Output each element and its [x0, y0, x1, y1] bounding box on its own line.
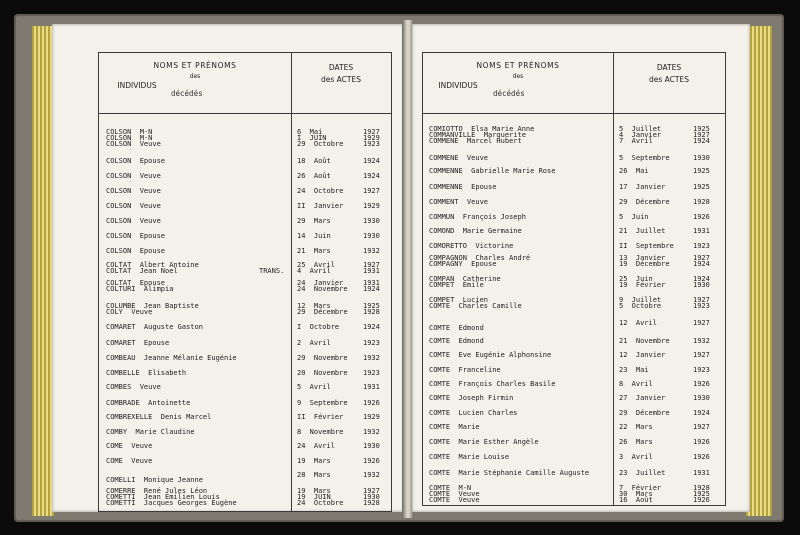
act-year: 1926: [693, 496, 710, 504]
act-date: 16 Août: [619, 496, 653, 504]
dates-header: DATES: [328, 63, 354, 72]
deceased-name: COMPAN Catherine: [429, 275, 501, 283]
act-date: 12 Avril: [619, 319, 657, 327]
act-date: 8 Novembre: [297, 428, 344, 436]
act-year: 1927: [363, 128, 380, 136]
deceased-name: COLTAT Epouse: [106, 279, 166, 287]
right-rows: [423, 53, 725, 505]
act-year: 1931: [693, 227, 710, 235]
act-year: 1926: [693, 453, 710, 461]
names-header-decedes: décédés: [171, 89, 203, 98]
act-date: 5 Octobre: [619, 302, 662, 310]
act-date: 26 Mars: [619, 438, 653, 446]
act-year: 1924: [363, 172, 380, 180]
deceased-name: COMBRADE Antoinette: [106, 399, 191, 407]
right-register-table: [422, 52, 726, 506]
deceased-name: COMTE Joseph Firmin: [429, 394, 514, 402]
deceased-name: COLSON Veuve: [106, 140, 161, 148]
act-date: 9 Juillet: [619, 296, 662, 304]
act-date: 30 Mars: [619, 490, 653, 498]
act-date: 26 Août: [297, 172, 331, 180]
names-header-decedes: décédés: [493, 89, 525, 98]
deceased-name: COMIOTTO Elsa Marie Anne: [429, 125, 535, 133]
deceased-name: COLSON Epouse: [106, 247, 166, 255]
act-year: 1929: [363, 202, 380, 210]
deceased-name: COLUMBE Jean Baptiste: [106, 302, 199, 310]
act-date: II Février: [297, 413, 344, 421]
dates-header-actes: des ACTES: [649, 75, 689, 84]
act-date: 23 Juillet: [619, 469, 666, 477]
deceased-name: COMTE Lucien Charles: [429, 409, 518, 417]
left-rows: [99, 53, 391, 511]
act-year: 1928: [363, 308, 380, 316]
act-date: 20 Novembre: [297, 369, 348, 377]
act-year: 1930: [693, 394, 710, 402]
act-date: 25 Juin: [619, 275, 653, 283]
deceased-name: COMPET Lucien: [429, 296, 489, 304]
act-date: 29 Octobre: [297, 140, 344, 148]
act-year: 1929: [363, 134, 380, 142]
deceased-name: COMBY Marie Claudine: [106, 428, 195, 436]
act-date: 4 Avril: [297, 267, 331, 275]
act-date: 19 Mars: [297, 457, 331, 465]
act-date: 24 Janvier: [297, 279, 344, 287]
act-year: 1929: [363, 413, 380, 421]
act-date: 24 Avril: [297, 442, 335, 450]
deceased-name: COMTE Marie: [429, 423, 480, 431]
act-year: 1928: [693, 484, 710, 492]
deceased-name: COMTE Veuve: [429, 496, 480, 504]
act-date: 14 Juin: [297, 232, 331, 240]
act-date: 17 Janvier: [619, 183, 666, 191]
act-year: 1930: [363, 493, 380, 501]
act-date: 24 Octobre: [297, 187, 344, 195]
dates-header-actes: des ACTES: [321, 75, 361, 84]
act-year: 1927: [693, 296, 710, 304]
act-year: 1926: [363, 399, 380, 407]
deceased-name: COMBES Veuve: [106, 383, 161, 391]
deceased-name: COME Veuve: [106, 442, 153, 450]
act-year: 1927: [693, 351, 710, 359]
act-year: 1931: [363, 267, 380, 275]
act-year: 1927: [693, 254, 710, 262]
act-date: 12 Mars: [297, 302, 331, 310]
names-header-des: des: [512, 73, 524, 80]
act-year: 1930: [363, 217, 380, 225]
act-date: II Septembre: [619, 242, 674, 250]
deceased-name: COMETTI Jacques Georges Eugène: [106, 499, 237, 507]
deceased-name: COLSON Epouse: [106, 232, 166, 240]
transcription-mark: TRANS.: [259, 267, 285, 275]
act-date: 21 Novembre: [619, 337, 670, 345]
names-header: NOMS ET PRÉNOMS: [153, 61, 237, 70]
act-date: I Octobre: [297, 323, 340, 331]
act-year: 1923: [363, 339, 380, 347]
act-year: 1932: [363, 247, 380, 255]
act-date: 4 Janvier: [619, 131, 662, 139]
deceased-name: COLSON Epouse: [106, 157, 166, 165]
deceased-name: COLSON Veuve: [106, 202, 161, 210]
deceased-name: COLSON M-N: [106, 128, 153, 136]
act-date: 2 Avril: [297, 339, 331, 347]
deceased-name: COLTAT Albert Antoine: [106, 261, 199, 269]
act-date: 12 Janvier: [619, 351, 666, 359]
act-year: 1925: [693, 183, 710, 191]
act-date: 5 Avril: [297, 383, 331, 391]
act-year: 1925: [693, 490, 710, 498]
deceased-name: COMPAGNON Charles André: [429, 254, 531, 262]
act-date: 19 Février: [619, 281, 666, 289]
act-year: 1927: [363, 187, 380, 195]
left-register-table: [98, 52, 392, 512]
act-year: 1932: [693, 337, 710, 345]
deceased-name: COMTE M-N: [429, 484, 472, 492]
act-date: 24 Novembre: [297, 285, 348, 293]
deceased-name: COMTE Charles Camille: [429, 302, 522, 310]
deceased-name: COMBREXELLE Denis Marcel: [106, 413, 212, 421]
act-year: 1925: [693, 167, 710, 175]
names-header: NOMS ET PRÉNOMS: [476, 61, 560, 70]
act-date: 8 Avril: [619, 380, 653, 388]
act-year: 1930: [363, 442, 380, 450]
deceased-name: COMTE Edmond: [429, 337, 484, 345]
deceased-name: COMMENT Veuve: [429, 198, 489, 206]
deceased-name: COLSON Veuve: [106, 217, 161, 225]
deceased-name: COLTAT Jean Noel: [106, 267, 178, 275]
act-date: 29 Mars: [297, 217, 331, 225]
act-year: 1924: [693, 409, 710, 417]
act-date: 25 Avril: [297, 261, 335, 269]
deceased-name: COMORETTO Victorine: [429, 242, 514, 250]
act-date: 5 Septembre: [619, 154, 670, 162]
act-year: 1924: [693, 137, 710, 145]
names-header-des: des: [189, 73, 201, 80]
act-year: 1923: [693, 302, 710, 310]
right-page: [412, 24, 750, 512]
act-date: 22 Mars: [619, 423, 653, 431]
deceased-name: COMPET Emile: [429, 281, 484, 289]
act-year: 1926: [693, 213, 710, 221]
act-date: 3 Avril: [619, 453, 653, 461]
act-year: 1928: [363, 499, 380, 507]
act-year: 1927: [363, 487, 380, 495]
act-date: 28 Mars: [297, 471, 331, 479]
deceased-name: COLSON M-N: [106, 134, 153, 142]
act-date: 29 Décembre: [297, 308, 348, 316]
act-date: 13 Janvier: [619, 254, 666, 262]
act-year: 1930: [693, 281, 710, 289]
deceased-name: COMMENE Marcel Hubert: [429, 137, 522, 145]
deceased-name: COLY Veuve: [106, 308, 153, 316]
act-year: 1927: [693, 423, 710, 431]
deceased-name: COMTE François Charles Basile: [429, 380, 556, 388]
act-date: II Janvier: [297, 202, 344, 210]
act-date: 23 Mai: [619, 366, 649, 374]
deceased-name: COMTE Franceline: [429, 366, 501, 374]
act-date: 18 Août: [297, 157, 331, 165]
deceased-name: COMARET Epouse: [106, 339, 170, 347]
deceased-name: COMOND Marie Germaine: [429, 227, 522, 235]
act-year: 1932: [363, 354, 380, 362]
deceased-name: COMMENE Veuve: [429, 154, 489, 162]
deceased-name: COMMANVILLE Marguerite: [429, 131, 526, 139]
act-date: 5 Juillet: [619, 125, 662, 133]
act-year: 1932: [363, 428, 380, 436]
act-date: 29 Décembre: [619, 198, 670, 206]
act-date: 21 Juillet: [619, 227, 666, 235]
act-year: 1926: [693, 380, 710, 388]
act-year: 1930: [363, 232, 380, 240]
deceased-name: COMMENNE Epouse: [429, 183, 497, 191]
deceased-name: COMTE Marie Louise: [429, 453, 510, 461]
act-date: 21 Mars: [297, 247, 331, 255]
deceased-name: COMMENNE Gabrielle Marie Rose: [429, 167, 556, 175]
act-year: 1931: [363, 279, 380, 287]
act-year: 1927: [693, 131, 710, 139]
act-year: 1928: [693, 198, 710, 206]
act-date: 7 Février: [619, 484, 662, 492]
deceased-name: COMTE Eve Eugénie Alphonsine: [429, 351, 552, 359]
deceased-name: COLSON Veuve: [106, 172, 161, 180]
act-year: 1925: [693, 125, 710, 133]
act-year: 1931: [693, 469, 710, 477]
deceased-name: COMTE Veuve: [429, 490, 480, 498]
act-date: 7 Avril: [619, 137, 653, 145]
deceased-name: COMTE Marie Stéphanie Camille Auguste: [429, 469, 590, 477]
left-page: [52, 24, 404, 512]
names-header-individus: INDIVIDUS: [438, 81, 478, 90]
deceased-name: COMELLI Monique Jeanne: [106, 476, 203, 484]
act-date: 29 Novembre: [297, 354, 348, 362]
act-date: 19 JUIN: [297, 493, 331, 501]
deceased-name: COMTE Edmond: [429, 324, 484, 332]
deceased-name: COLTURI Alimpia: [106, 285, 174, 293]
act-date: 24 Octobre: [297, 499, 344, 507]
act-year: 1924: [363, 323, 380, 331]
deceased-name: COMARET Auguste Gaston: [106, 323, 203, 331]
act-year: 1931: [363, 383, 380, 391]
act-date: 27 Janvier: [619, 394, 666, 402]
act-year: 1923: [363, 369, 380, 377]
act-year: 1924: [363, 157, 380, 165]
act-date: 19 Décembre: [619, 260, 670, 268]
act-date: 9 Septembre: [297, 399, 348, 407]
deceased-name: COMBELLE Elisabeth: [106, 369, 187, 377]
act-year: 1924: [693, 260, 710, 268]
act-date: 29 Décembre: [619, 409, 670, 417]
act-date: I JUIN: [297, 134, 327, 142]
act-year: 1924: [363, 285, 380, 293]
act-year: 1927: [363, 261, 380, 269]
act-year: 1930: [693, 154, 710, 162]
act-year: 1927: [693, 319, 710, 327]
deceased-name: COMBEAU Jeanne Mélanie Eugénie: [106, 354, 237, 362]
dates-header: DATES: [656, 63, 682, 72]
deceased-name: COMTE Marie Esther Angèle: [429, 438, 539, 446]
left-page-edges: [32, 26, 54, 516]
act-date: 6 Mai: [297, 128, 323, 136]
deceased-name: COMMUN François Joseph: [429, 213, 526, 221]
deceased-name: COME Veuve: [106, 457, 153, 465]
deceased-name: COMETTI Jean Emilien Louis: [106, 493, 220, 501]
act-year: 1926: [693, 438, 710, 446]
act-year: 1923: [693, 242, 710, 250]
deceased-name: COLSON Veuve: [106, 187, 161, 195]
act-year: 1926: [363, 457, 380, 465]
act-year: 1923: [693, 366, 710, 374]
act-year: 1924: [693, 275, 710, 283]
deceased-name: COMERRE René Jules Léon: [106, 487, 208, 495]
act-date: 19 Mars: [297, 487, 331, 495]
act-date: 5 Juin: [619, 213, 649, 221]
act-year: 1932: [363, 471, 380, 479]
act-year: 1923: [363, 140, 380, 148]
names-header-individus: INDIVIDUS: [117, 81, 157, 90]
act-date: 26 Mai: [619, 167, 649, 175]
deceased-name: COMPAGNY Epouse: [429, 260, 497, 268]
act-year: 1925: [363, 302, 380, 310]
